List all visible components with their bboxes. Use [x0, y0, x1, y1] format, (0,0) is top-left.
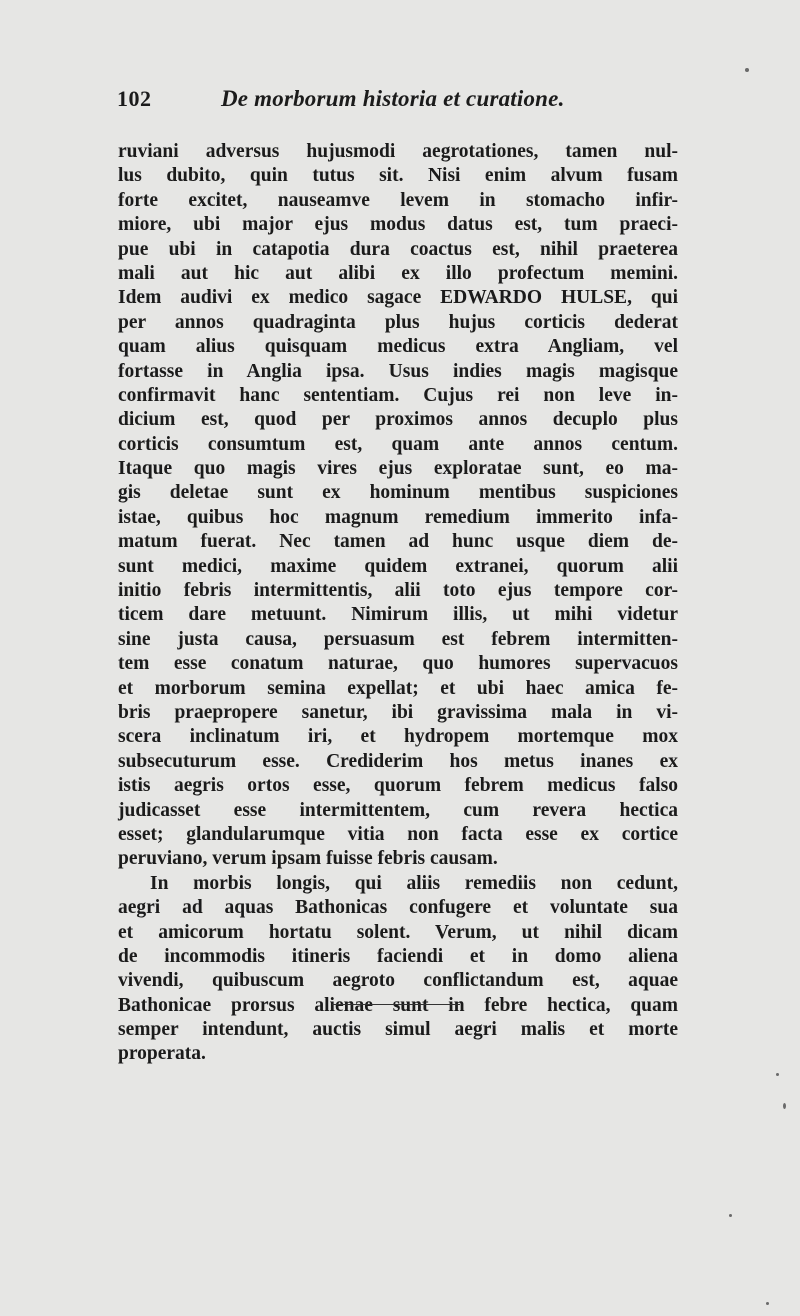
text-line: properata.	[118, 1043, 206, 1065]
text-line: initio febris intermittentis, alii toto ejus tempore cor-	[118, 580, 678, 602]
text-line: istis aegris ortos esse, quorum febrem medicus falso	[118, 775, 678, 797]
paper-speck	[745, 68, 749, 72]
text-line: subsecuturum esse. Crediderim hos metus inanes ex	[118, 750, 678, 772]
text-line: judicasset esse intermittentem, cum revera hectica	[118, 799, 678, 821]
text-line: aegri ad aquas Bathonicas confugere et voluntate sua	[118, 897, 678, 919]
text-line: esset; glandularumque vitia non facta esse ex cortice	[118, 823, 678, 845]
text-line: In morbis longis, qui aliis remediis non cedunt,	[150, 872, 678, 894]
text-line: et morborum semina expellat; et ubi haec amica fe-	[118, 677, 678, 699]
text-line: bris praepropere sanetur, ibi gravissima mala in vi-	[118, 701, 678, 723]
text-line: dicium est, quod per proximos annos decuplo plus	[118, 409, 678, 431]
page-number: 102	[117, 86, 152, 111]
text-line: scera inclinatum iri, et hydropem mortemque mox	[118, 726, 678, 748]
paper-speck	[729, 1214, 732, 1217]
text-line: gis deletae sunt ex hominum mentibus suspiciones	[118, 482, 678, 504]
text-line: pue ubi in catapotia dura coactus est, nihil praeterea	[118, 238, 678, 260]
text-line: semper intendunt, auctis simul aegri malis et morte	[118, 1019, 678, 1041]
text-line: tem esse conatum naturae, quo humores supervacuos	[118, 653, 678, 675]
text-line: et amicorum hortatu solent. Verum, ut nihil dicam	[118, 921, 678, 943]
text-line: sine justa causa, persuasum est febrem intermitten-	[118, 628, 678, 650]
text-line: istae, quibus hoc magnum remedium immerito infa-	[118, 506, 678, 528]
text-line: miore, ubi major ejus modus datus est, tum praeci-	[118, 214, 678, 236]
paper-speck	[766, 1302, 769, 1305]
text-line: peruviano, verum ipsam fuisse febris causam.	[118, 848, 498, 870]
text-line: ruviani adversus hujusmodi aegrotationes, tamen nul-	[118, 141, 678, 162]
text-line: matum fuerat. Nec tamen ad hunc usque diem de-	[118, 531, 678, 553]
text-line: Idem audivi ex medico sagace EDWARDO HULSE, qui	[118, 287, 678, 309]
text-line: Bathonicae prorsus alienae sunt in febre hectica, quam	[118, 994, 678, 1016]
paper-speck	[776, 1073, 779, 1076]
page-header	[117, 86, 677, 122]
text-line: lus dubito, quin tutus sit. Nisi enim alvum fusam	[118, 165, 678, 187]
text-line: de incommodis itineris faciendi et in domo aliena	[118, 945, 678, 967]
section-divider-rule	[332, 1004, 460, 1005]
text-line: confirmavit hanc sententiam. Cujus rei non leve in-	[118, 384, 678, 406]
text-line: vivendi, quibuscum aegroto conflictandum est, aquae	[118, 970, 678, 992]
running-title: De morborum historia et curatione.	[221, 86, 565, 111]
text-line: forte excitet, nauseamve levem in stomacho infir-	[118, 189, 678, 211]
text-line: quam alius quisquam medicus extra Angliam, vel	[118, 336, 678, 358]
text-line: mali aut hic aut alibi ex illo profectum memini.	[118, 262, 678, 284]
text-line: ticem dare metuunt. Nimirum illis, ut mihi videtur	[118, 604, 678, 626]
text-line: corticis consumtum est, quam ante annos centum.	[118, 433, 678, 455]
text-line: Itaque quo magis vires ejus exploratae sunt, eo ma-	[118, 458, 678, 480]
text-line: fortasse in Anglia ipsa. Usus indies magis magisque	[118, 360, 678, 382]
text-line: per annos quadraginta plus hujus corticis dederat	[118, 311, 678, 333]
body-text	[118, 140, 678, 1067]
paper-speck	[783, 1103, 786, 1109]
text-line: sunt medici, maxime quidem extranei, quorum alii	[118, 555, 678, 577]
